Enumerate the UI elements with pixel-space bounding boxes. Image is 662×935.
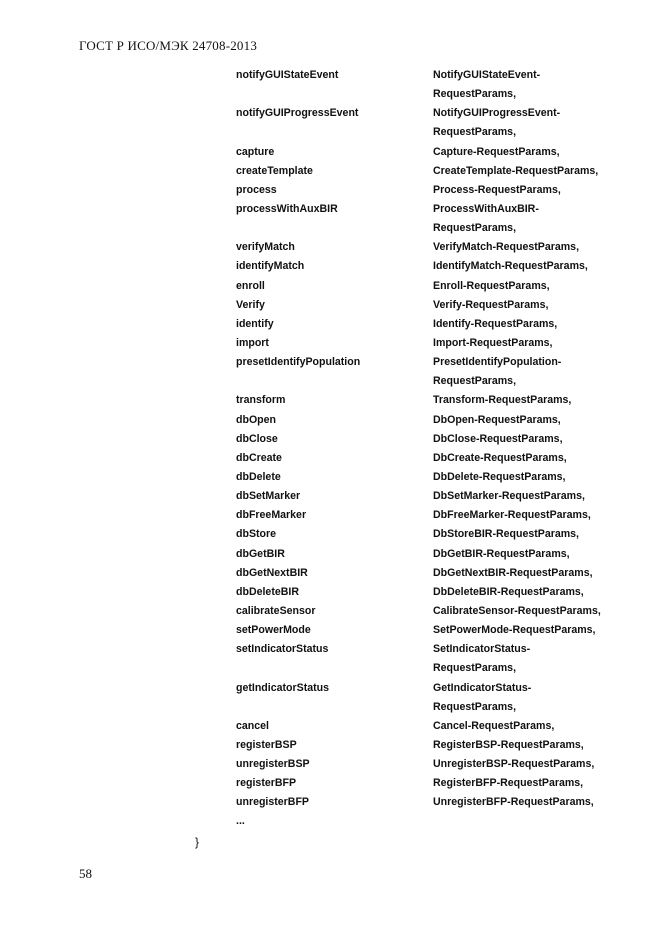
request-params-type: DbDelete-RequestParams, bbox=[433, 470, 566, 483]
method-name: registerBSP bbox=[236, 738, 297, 751]
method-name: dbSetMarker bbox=[236, 490, 301, 503]
method-name: import bbox=[236, 336, 269, 349]
request-params-type: DbOpen-RequestParams, bbox=[433, 413, 561, 426]
list-row bbox=[0, 736, 662, 755]
method-name: unregisterBFP bbox=[236, 796, 309, 809]
method-name: enroll bbox=[236, 279, 265, 292]
list-row bbox=[0, 257, 662, 276]
list-row bbox=[0, 219, 662, 238]
request-params-type: RequestParams, bbox=[433, 222, 517, 235]
method-name: process bbox=[236, 183, 277, 196]
request-params-type: Enroll-RequestParams, bbox=[433, 279, 550, 292]
method-name: dbClose bbox=[236, 432, 278, 445]
request-params-type: NotifyGUIStateEvent- bbox=[433, 69, 541, 81]
method-name: transform bbox=[236, 394, 286, 407]
list-row bbox=[0, 812, 662, 831]
method-name: createTemplate bbox=[236, 164, 313, 177]
list-row bbox=[0, 162, 662, 181]
method-name: verifyMatch bbox=[236, 241, 295, 254]
method-name: dbCreate bbox=[236, 451, 282, 464]
request-params-type: VerifyMatch-RequestParams, bbox=[433, 241, 580, 254]
list-row bbox=[0, 143, 662, 162]
method-name: setIndicatorStatus bbox=[236, 643, 329, 656]
page-header: ГОСТ Р ИСО/МЭК 24708-2013 bbox=[79, 38, 258, 53]
list-row bbox=[0, 659, 662, 678]
method-name: registerBFP bbox=[236, 777, 297, 790]
list-row bbox=[0, 200, 662, 219]
list-row bbox=[0, 564, 662, 583]
method-name: presetIdentifyPopulation bbox=[236, 356, 361, 369]
list-row bbox=[0, 66, 662, 85]
method-name: notifyGUIProgressEvent bbox=[236, 107, 359, 120]
method-name: cancel bbox=[236, 719, 269, 732]
request-params-type: Identify-RequestParams, bbox=[433, 317, 558, 330]
list-row bbox=[0, 85, 662, 104]
method-name: dbDelete bbox=[236, 470, 281, 483]
request-params-type: GetIndicatorStatus- bbox=[433, 681, 532, 694]
request-params-type: CalibrateSensor-RequestParams, bbox=[433, 604, 601, 617]
request-params-type: DbClose-RequestParams, bbox=[433, 432, 563, 445]
request-params-type: RequestParams, bbox=[433, 375, 517, 388]
list-row bbox=[0, 717, 662, 736]
list-row bbox=[0, 104, 662, 123]
method-name: notifyGUIStateEvent bbox=[236, 69, 339, 81]
method-name: dbFreeMarker bbox=[236, 509, 307, 522]
method-name: getIndicatorStatus bbox=[236, 681, 330, 694]
method-name: calibrateSensor bbox=[236, 604, 316, 617]
request-params-type: RegisterBFP-RequestParams, bbox=[433, 777, 584, 790]
method-name: identify bbox=[236, 317, 274, 330]
method-name: setPowerMode bbox=[236, 624, 311, 637]
request-params-type: DbDeleteBIR-RequestParams, bbox=[433, 585, 584, 598]
request-params-type: DbSetMarker-RequestParams, bbox=[433, 490, 585, 503]
list-row bbox=[0, 755, 662, 774]
method-name: processWithAuxBIR bbox=[236, 202, 338, 215]
closing-brace: } bbox=[195, 835, 200, 849]
list-row bbox=[0, 468, 662, 487]
request-params-type: Import-RequestParams, bbox=[433, 336, 553, 349]
page-number: 58 bbox=[79, 866, 92, 881]
request-params-type: RequestParams, bbox=[433, 662, 517, 675]
method-name: dbOpen bbox=[236, 413, 277, 426]
request-params-type: ProcessWithAuxBIR- bbox=[433, 202, 539, 215]
list-row bbox=[0, 372, 662, 391]
request-params-type: SetIndicatorStatus- bbox=[433, 643, 531, 656]
method-name: Verify bbox=[236, 298, 265, 311]
method-name: dbGetBIR bbox=[236, 547, 285, 560]
request-params-type: SetPowerMode-RequestParams, bbox=[433, 624, 596, 637]
list-row bbox=[0, 621, 662, 640]
request-params-type: RequestParams, bbox=[433, 126, 517, 139]
list-row bbox=[0, 430, 662, 449]
list-row bbox=[0, 698, 662, 717]
list-row bbox=[0, 640, 662, 659]
request-params-type: UnregisterBSP-RequestParams, bbox=[433, 758, 595, 771]
request-params-type: RequestParams, bbox=[433, 700, 517, 713]
request-params-type: DbStoreBIR-RequestParams, bbox=[433, 528, 579, 541]
request-params-type: UnregisterBFP-RequestParams, bbox=[433, 796, 594, 809]
method-name: unregisterBSP bbox=[236, 758, 310, 771]
list-row bbox=[0, 123, 662, 142]
list-row bbox=[0, 679, 662, 698]
request-params-type: NotifyGUIProgressEvent- bbox=[433, 107, 561, 120]
request-params-type: RegisterBSP-RequestParams, bbox=[433, 738, 584, 751]
list-row bbox=[0, 583, 662, 602]
request-params-type: Cancel-RequestParams, bbox=[433, 719, 555, 732]
request-params-type: CreateTemplate-RequestParams, bbox=[433, 164, 599, 177]
list-row bbox=[0, 602, 662, 621]
request-params-type: IdentifyMatch-RequestParams, bbox=[433, 260, 588, 273]
request-params-type: DbFreeMarker-RequestParams, bbox=[433, 509, 591, 522]
method-params-list bbox=[0, 66, 662, 832]
request-params-type: DbGetBIR-RequestParams, bbox=[433, 547, 570, 560]
list-row bbox=[0, 487, 662, 506]
method-name: capture bbox=[236, 145, 275, 158]
list-row bbox=[0, 334, 662, 353]
request-params-type: Verify-RequestParams, bbox=[433, 298, 549, 311]
method-name: dbGetNextBIR bbox=[236, 566, 308, 579]
list-row bbox=[0, 353, 662, 372]
request-params-type: Capture-RequestParams, bbox=[433, 145, 560, 158]
list-row bbox=[0, 525, 662, 544]
list-row bbox=[0, 277, 662, 296]
list-row bbox=[0, 391, 662, 410]
request-params-type: PresetIdentifyPopulation- bbox=[433, 356, 562, 369]
request-params-type: RequestParams, bbox=[433, 88, 517, 101]
list-row bbox=[0, 315, 662, 334]
list-row bbox=[0, 238, 662, 257]
list-row bbox=[0, 774, 662, 793]
method-name: identifyMatch bbox=[236, 260, 305, 273]
method-name: dbStore bbox=[236, 528, 277, 541]
list-row bbox=[0, 449, 662, 468]
request-params-type: Process-RequestParams, bbox=[433, 183, 561, 196]
request-params-type: DbCreate-RequestParams, bbox=[433, 451, 567, 464]
list-row bbox=[0, 506, 662, 525]
method-name: ... bbox=[236, 815, 245, 828]
list-row bbox=[0, 181, 662, 200]
method-name: dbDeleteBIR bbox=[236, 585, 299, 598]
list-row bbox=[0, 411, 662, 430]
list-row bbox=[0, 793, 662, 812]
list-row bbox=[0, 296, 662, 315]
list-row bbox=[0, 545, 662, 564]
request-params-type: Transform-RequestParams, bbox=[433, 394, 572, 407]
request-params-type: DbGetNextBIR-RequestParams, bbox=[433, 566, 593, 579]
